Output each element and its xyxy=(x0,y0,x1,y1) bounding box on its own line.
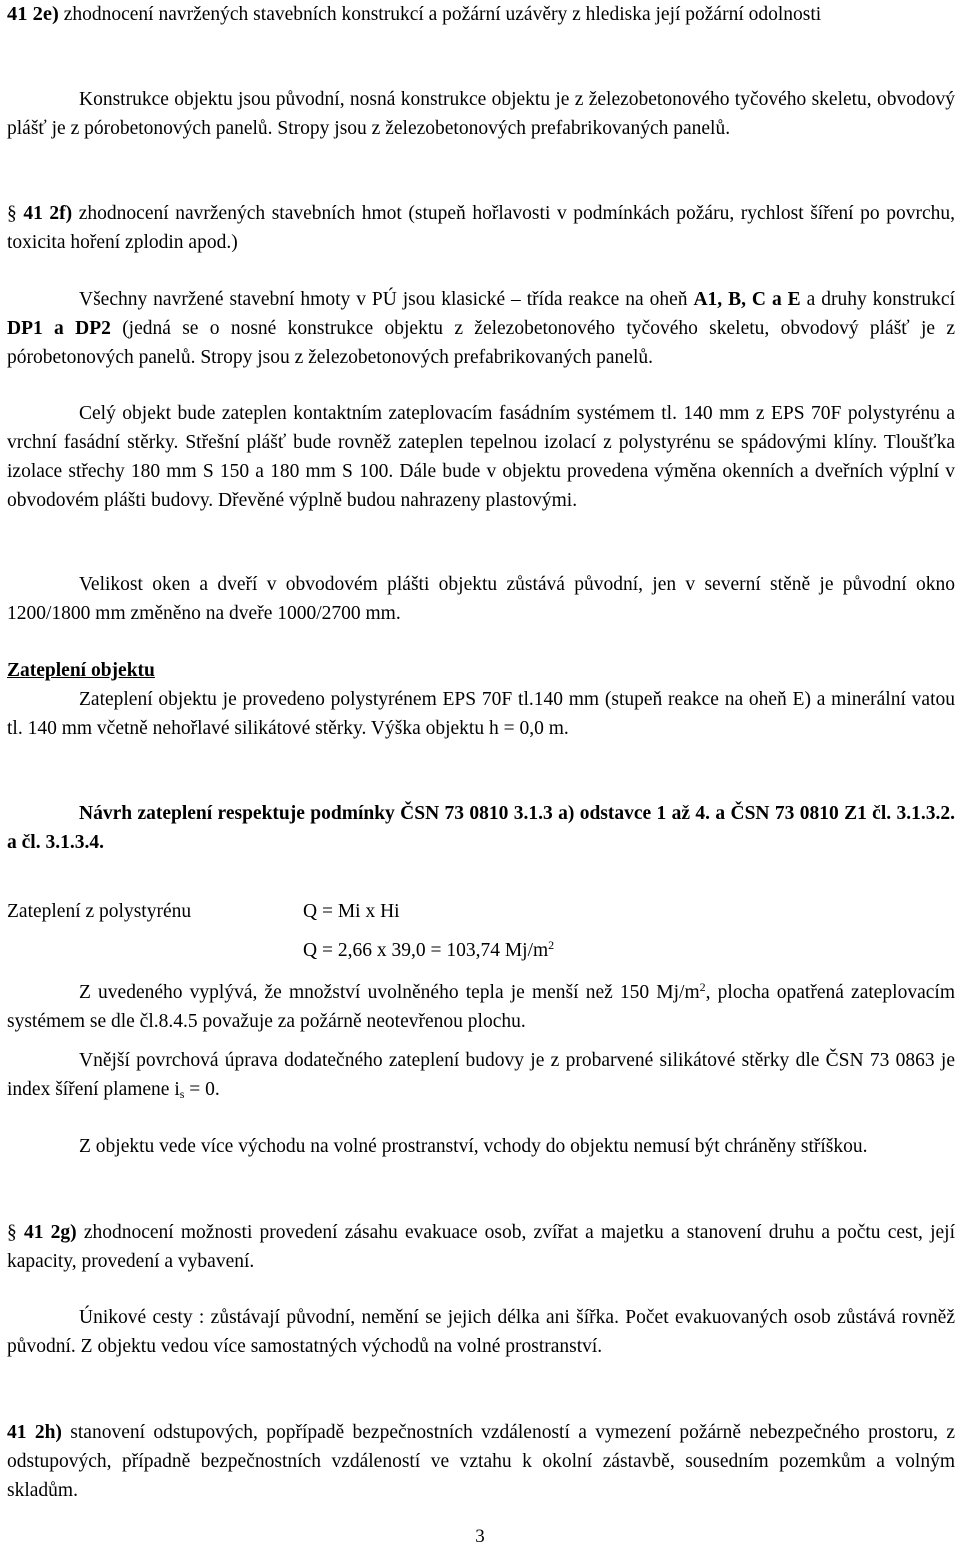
paragraph-okna: Velikost oken a dveří v obvodovém plášti objektu zůstává původní, jen v severní stěně je původní okno 1200/1800 mm změněno na dveře 1000/2700 mm. xyxy=(7,574,955,624)
paragraph-hmoty-text-c: a druhy konstrukcí xyxy=(800,289,955,310)
paragraph-teplo-text-b: , plocha opatřená zateplovacím systémem se dle čl.8.4.5 považuje za požárně neotevřenou plochu. xyxy=(7,982,955,1032)
heading-zatepleni xyxy=(7,656,955,685)
paragraph-zatepleni-provedeni: Zateplení objektu je provedeno polystyrénem EPS 70F tl.140 mm (stupeň reakce na oheň E) a minerální vatou tl. 140 mm včetně nehořlavé silikátové stěrky. Výška objektu h = 0,0 m. xyxy=(7,689,955,739)
section-2g xyxy=(7,1218,955,1276)
paragraph-teplo-sup: 2 xyxy=(699,980,706,994)
formula-row-1 xyxy=(7,897,955,926)
section-2e xyxy=(7,0,955,29)
section-2h xyxy=(7,1418,955,1505)
formula-line-2-sup: 2 xyxy=(548,938,555,952)
formula-row-2 xyxy=(7,936,955,965)
paragraph-konstrukce: Konstrukce objektu jsou původní, nosná konstrukce objektu je z železobetonového tyčového skeletu, obvodový plášť je z pórobetonových panelů. Stropy jsou z železobetonových prefabrikovaných panelů. xyxy=(7,89,955,139)
reaction-classes: A1, B, C a E xyxy=(693,289,801,310)
paragraph-vychody: Z objektu vede více východu na volné prostranství, vchody do objektu nemusí být chráněny stříškou. xyxy=(79,1136,868,1157)
section-2g-title: zhodnocení možnosti provedení zásahu evakuace osob, zvířat a majetku a stanovení druhu a počtu cest, její kapacity, provedení a vybavení. xyxy=(7,1222,956,1272)
formula-line-2 xyxy=(303,936,554,965)
section-2f-mark: 41 2f) xyxy=(23,203,73,224)
paragraph-zatepleni-celkove: Celý objekt bude zateplen kontaktním zateplovacím fasádním systémem tl. 140 mm z EPS 70F polystyrénu a vrchní fasádní stěrky. Střešní plášť bude rovněž zateplen tepelnou izolací z polystyrénu se spádovými klíny. Tloušťka izolace střechy 180 mm S 150 a 180 mm S 100. Dále bude v objektu provedena výměna okenních a dveřních výplní v obvodovém plášti budovy. Dřevěné výplně budou nahrazeny plastovými. xyxy=(7,403,955,511)
paragraph-teplo-text-a: Z uvedeného vyplývá, že množství uvolněného tepla je menší než 150 Mj/m xyxy=(79,982,700,1003)
index-subscript: s xyxy=(179,1087,185,1101)
paragraph-hmoty-text-e: (jedná se o nosné konstrukce objektu z železobetonového tyčového skeletu, obvodový plášť je z pórobetonových panelů. Stropy jsou z železobetonových prefabrikovaných panelů. xyxy=(7,318,955,368)
formula-line-2-text: Q = 2,66 x 39,0 = 103,74 Mj/m xyxy=(303,940,549,961)
construction-types: DP1 a DP2 xyxy=(7,318,111,339)
paragraph-teplo xyxy=(7,978,955,1036)
section-2h-title: stanovení odstupových, popřípadě bezpečnostních vzdáleností a vymezení požárně nebezpečného prostoru, z odstupových, případně bezpečnostních vzdáleností ve vztahu k okolní zástavbě, sousedním pozemkům a volným skladům. xyxy=(7,1422,956,1501)
section-2f xyxy=(7,199,955,257)
paragraph-hmoty xyxy=(7,285,955,372)
formula-label: Zateplení z polystyrénu xyxy=(7,901,192,922)
paragraph-navrh-csn: Návrh zateplení respektuje podmínky ČSN 73 0810 3.1.3 a) odstavce 1 až 4. a ČSN 73 0810 Z1 čl. 3.1.3.2. a čl. 3.1.3.4. xyxy=(7,803,955,853)
section-sign: § xyxy=(7,1222,17,1243)
paragraph-hmoty-text-a: Všechny navržené stavební hmoty v PÚ jsou klasické – třída reakce na oheň xyxy=(79,289,694,310)
section-2f-title: zhodnocení navržených stavebních hmot (stupeň hořlavosti v podmínkách požáru, rychlost šíření po povrchu, toxicita hoření zplodin apod.) xyxy=(7,203,955,253)
section-2e-title: zhodnocení navržených stavebních konstrukcí a požární uzávěry z hlediska její požární odolnosti xyxy=(63,4,822,25)
section-2h-mark: 41 2h) xyxy=(7,1422,62,1443)
paragraph-povrchova-uprava xyxy=(7,1046,955,1104)
section-sign: § xyxy=(7,203,17,224)
heading-zatepleni-text: Zateplení objektu xyxy=(7,660,155,681)
section-2g-mark: 41 2g) xyxy=(23,1222,77,1243)
formula-line-1: Q = Mi x Hi xyxy=(303,901,400,922)
paragraph-povrchova-text-b: = 0. xyxy=(184,1079,220,1100)
paragraph-unikove-cesty: Únikové cesty : zůstávají původní, nemění se jejich délka ani šířka. Počet evakuovaných osob zůstává rovněž původní. Z objektu vedou více samostatných východů na volné prostranství. xyxy=(7,1307,955,1357)
page-number: 3 xyxy=(475,1526,485,1547)
section-2e-mark: 41 2e) xyxy=(7,3,59,25)
paragraph-povrchova-text-a: Vnější povrchová úprava dodatečného zateplení budovy je z probarvené silikátové stěrky dle ČSN 73 0863 je index šíření plamene i xyxy=(7,1050,955,1100)
